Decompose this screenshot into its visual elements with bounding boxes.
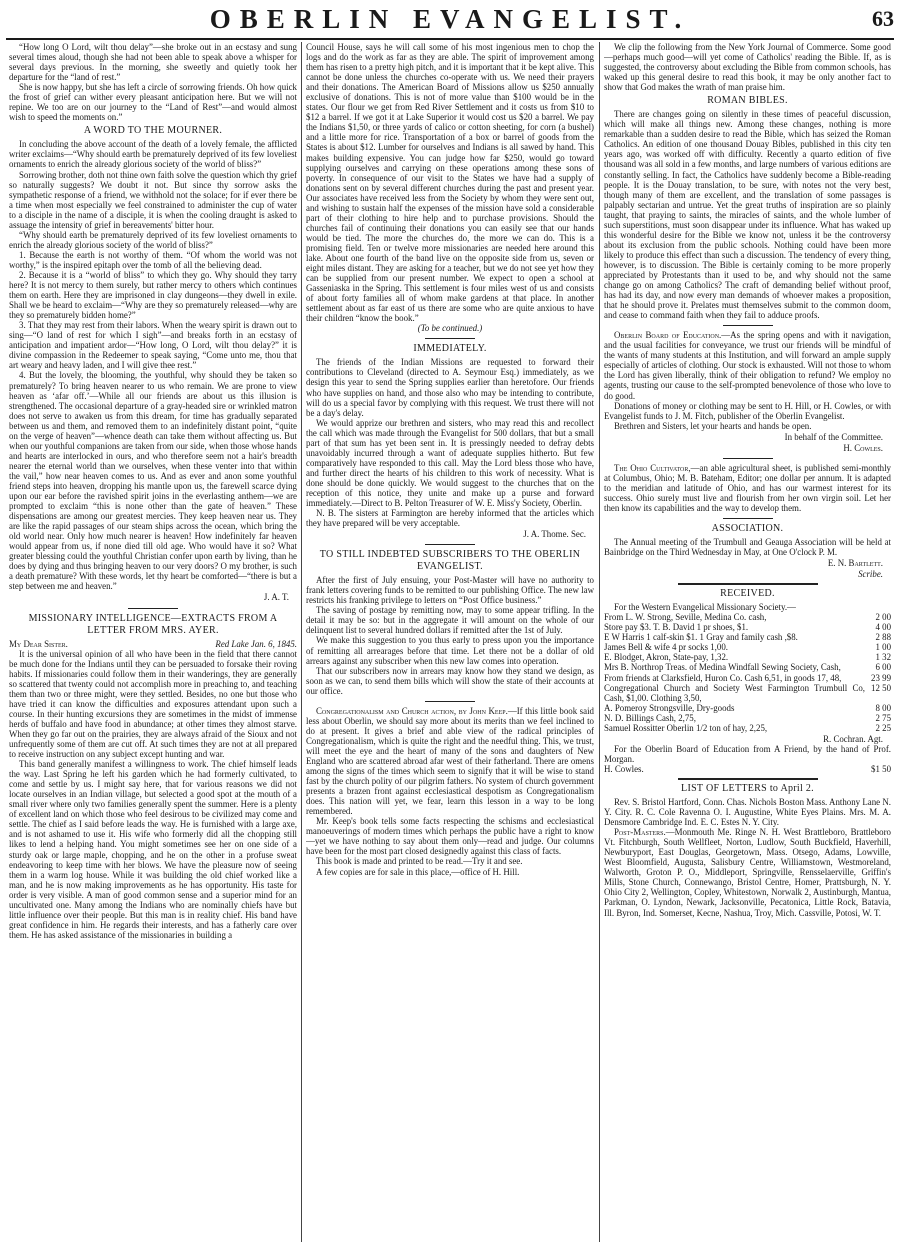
paragraph-lead: Post-Masters. <box>614 827 666 838</box>
paragraph <box>604 827 891 917</box>
separator <box>425 338 475 339</box>
paragraph: For the Oberlin Board of Education from A Friend, by the hand of Prof. Morgan. <box>604 743 891 764</box>
paragraph: In concluding the above account of the death of a lovely female, the afflicted writer exclaims—“Why should earth be prematurely deprived of its few loveliest ornaments to enrich the already glorious society of the world of bliss?” <box>9 139 297 170</box>
signature: In behalf of the Committee. <box>784 431 883 442</box>
receipt-label: N. D. Billings Cash, 2,75, <box>604 712 696 723</box>
paragraph: We make this suggestion to you thus early to press upon you the importance of remitting all arrearages before that time. Let there not be a dollar of old arrears against any subscriber when this new law comes into operation. <box>306 635 594 666</box>
receipt-amount: 1 00 <box>875 642 891 653</box>
column-2 <box>306 42 594 1242</box>
receipt-label: H. Cowles. <box>604 763 644 774</box>
receipt-amount: 2 00 <box>875 612 891 623</box>
receipt-line <box>604 662 891 672</box>
receipt-amount: 2 88 <box>875 632 891 643</box>
receipt-amount: 2 75 <box>875 712 891 723</box>
receipt-line <box>604 612 891 622</box>
separator <box>678 778 818 780</box>
paragraph <box>604 463 891 513</box>
receipt-label: E W Harris 1 calf-skin $1. 1 Gray and family cash ,$8. <box>604 632 798 643</box>
page-number: 63 <box>872 6 894 31</box>
continuation-note: (To be continued.) <box>417 323 483 334</box>
paragraph: We would apprize our brethren and sisters, who may read this and recollect the call which was made through the Evangelist for 500 dollars, that but a small part of that sum has yet been sent in. It is pressingly needed to defray debts unavoidably incurred through a want of adequate supplies hitherto. But few comparatively have responded to this call. May the Lord bless those who have, and further direct the hearts of his children to this work of necessity. What is done should be done quickly. We would suggest to the churches that on the reception of this notice, they unite and make up a purse and forward immediately.—Direct to B. Pelton Treasurer of W. E. Miss'y Society, Oberlin. <box>306 417 594 509</box>
paragraph: 3. That they may rest from their labors. When the weary spirit is drawn out to sing—“O land of rest for which I sigh”—and breaks forth in an ecstasy of anticipation and impatient ardor—“How long, O Lord, wilt thou delay?” it is divine compassion in the Redeemer to speak saying, “Come unto me, thou that art weary and heavy laden, and I will give thee rest.” <box>9 320 297 371</box>
paragraph-lead: Congregationalism and Church action, by John Keep. <box>316 705 508 716</box>
paragraph-body: —Monmouth Me. Ringe N. H. West Brattleboro, Brattleboro Vt. Fitchburgh, South Wellfleet, Norton, Ludlow, South Buckfield, Haverhill, Newburyport, East Douglas, Georgetown, Mass. Otsego, Adams, Lowville, West Bloomfield, Augusta, Salisbury Centre, Williamstown, Westmoreland, Walworth, Groton P. O., Middleport, Springville, Rensselaerville, Griffin's Mills, Stone Church, Connewango, Bristol Centre, Homer, Prattsburgh, N. Y. Ohio City 2, Wellington, Copley, Whitestown, Norwalk 2, Austinburgh, Mantua, Parkman, O. Lyndon, Newark, Jacksonville, Pecatonica, Little Rock, Batavia, Ill. Byron, Ind. Somerset, Kecne, Nashua, Troy, Mich. Cassville, Potosi, W. T. <box>604 827 891 918</box>
column-3 <box>604 42 891 1242</box>
receipt-label: From friends at Clarksfield, Huron Co. Cash 6,51, in goods 17, 48, <box>604 672 842 683</box>
separator <box>425 544 475 545</box>
paragraph-body: —As the spring opens and with it navigation, and the usual facilities for conveyance, we trust our friends will be mindful of the wants of many students at this Institution, and will forward an ample supply especially of articles of clothing. Our stock is exhausted. Will not those to whom the Lord has given liberally, think of their obligation to refund? We employ no agents, trusting our cause to the self-prompted benevolence of those who love to do good. <box>604 330 891 401</box>
section-heading: ROMAN BIBLES. <box>707 95 788 107</box>
paragraph: 1. Because the earth is not worthy of them. “Of whom the world was not worthy,” is the inspired epitaph over the tomb of all the believing dead. <box>9 249 297 270</box>
receipt-line <box>604 723 891 733</box>
separator <box>678 583 818 585</box>
paragraph: After the first of July ensuing, your Post-Master will have no authority to frank letters covering funds to be remitted to our publishing Office. The new law restricts his franking privilege to letters on “Post Office business.” <box>306 575 594 606</box>
separator <box>723 458 773 459</box>
paragraph: The friends of the Indian Missions are requested to forward their contributions to Cleveland (directed to A. Seymour Esq.) immediately, as we design this year to send the Spring supplies earlier than heretofore. Our friends who have supplies on hand, and those also who may be intending to contribute, will do us a special favor by complying with this request. We trust there will not be a day's delay. <box>306 357 594 418</box>
receipt-line <box>604 622 891 632</box>
section-heading: RECEIVED. <box>720 588 775 600</box>
receipt-label: James Bell & wife 4 pr socks 1,00. <box>604 642 728 653</box>
paragraph: Sorrowing brother, doth not thine own faith solve the question which thy grief so naturally suggests? We doubt it not. But since thy sorrow asks the sympathetic response of a friend, we withhold not the solace; for if ever there be a time when most especially we feel constrained to administer the cup of water to a disciple in the name of a disciple, it is when the cooling draught is asked to assuage the intensity of grief in bereavements' bitter hour. <box>9 169 297 230</box>
paragraph: For the Western Evangelical Missionary Society.— <box>614 602 796 613</box>
receipt-label: Samuel Rossitter Oberlin 1/2 ton of hay, 2,25, <box>604 722 768 733</box>
paragraph: Council House, says he will call some of his most ingenious men to chop the logs and do the work as far as they are able. The spirit of improvement among them has risen to a pretty high pitch, and it is important that it be kept alive. This cannot be done unless the churches co-operate with us. We need their prayers and their donations. The American Board of Missions allow us $250 annually exclusive of donations. This is not of more value than $100 would be in the states. Our flour we get from Red River Settlement and it costs us from $10 to $12 a barrel. If we got it at Lake Superior it would cost us $20 a barrel. We pay the Indians $1,50, or three yards of calico or cotton sheeting, for corn (a bushel) and a little more for rice. Transportation of a box or barrel of goods from the States is about $12. Lumber for ourselves and Indians is all sawed by hand. This makes building expensive. You can judge how far $250, would go toward supplying ourselves and carrying on these operations among these sons of poverty. In consequence of our visit to the States we have had a supply of donations sent on by several different churches during the past and present year. Our associates have received less from the Society by whom they were sent out, and wishing to sustain half the expenses of the mission have sold a considerable part of their clothing to hire help and to purchase provisions. Should the churches fail of continuing their donations you can easily see that our hands would be tied. The more the churches do, the more we can do. This is a promising field. Ten or twelve more missionaries are needed here around this lake. About one fourth of the band live on the opposite side from us, seven or eight miles distant. They are asking for a teacher, but we do not see yet how they can be supplied from our present number. We expect to open a school at Gasseniaska in the Spring. This settlement is four miles west of us and consists of about forty families all of whom make gardens at that place. In another settlement about as far east of us there are some who are quite anxious to have their children “know the book.” <box>306 42 594 324</box>
receipt-label: Congregational Church and Society West Farmington Trumbull Co, Cash, $1,00. Clothing 3,50, <box>604 682 866 703</box>
paragraph-lead: Oberlin Board of Education. <box>614 330 722 341</box>
paragraph: There are changes going on silently in these times of peaceful discussion, which will make all things new. Among these changes, nothing is more remarkable than a sudden desire to read the Bible, which has seized the Roman Catholics. An edition of one thousand Douay Bibles, published in this city ten years ago, was worked off with difficulty. Recently a quarto edition of five thousand was all sold in a few months, and large numbers of various editions are constantly selling. In fact, the Catholics have suddenly become a Bible-reading people. It is the Douay translation, to be sure, with notes not the very best, though many of them are excellent, and the translation of some passages is palpably sectarian and untrue. Yet the great truths of inspiration are so plainly taught, that praying to saints, the miracles of saints, and the whole lumber of such superstitions, must soon disappear under its influence. What has waked up this wonderful desire for the Bible we know not, unless it be the controversy about its exclusion from the public schools. Nothing could have been more likely to produce this effect than such a discussion. The tendency of every thing, however, is to discussion. The Bible is certainly coming to be more properly appreciated by Protestants than it used to be, and why should not the same change go on among Catholics? The craft of demanding belief without proof, has had its day, and now every man demands of whoever makes a proposition, that he should prove it. Prelates must themselves submit to the common doom, and cease to command faith when they fail to adduce proofs. <box>604 109 891 321</box>
paragraph: A few copies are for sale in this place,—office of H. Hill. <box>316 866 520 877</box>
paragraph <box>306 706 594 817</box>
receipt-line <box>604 683 891 703</box>
paragraph: “Why should earth be prematurely deprived of its few loveliest ornaments to enrich the already glorious society of the world of bliss?” <box>9 229 297 250</box>
separator <box>723 325 773 326</box>
receipt-line <box>604 713 891 723</box>
paragraph-lead: The Ohio Cultivator, <box>614 462 691 473</box>
paragraph: The saving of postage by remitting now, may to some appear trifling. In the detail it may be so: but in the aggregate it will amount on the whole of our delinquent list to several hundred dollars if remitted after the 1st of July. <box>306 605 594 636</box>
paragraph: N. B. The sisters at Farmington are hereby informed that the articles which they have prepared will be very acceptable. <box>306 508 594 529</box>
paragraph: Mr. Keep's book tells some facts respecting the schisms and ecclesiastical manoeuverings of modern times which perhaps the public have a right to know—yet we have nothing to say about them only—read and judge. Our columns have been for the most part closed designedly against this class of facts. <box>306 816 594 857</box>
section-heading: LIST OF LETTERS to April 2. <box>681 783 814 794</box>
receipt-amount: 23 99 <box>871 672 891 683</box>
separator <box>425 701 475 702</box>
signature: J. A. Thome. Sec. <box>523 529 586 540</box>
separator <box>128 608 178 609</box>
paragraph: It is the universal opinion of all who have been in the field that there cannot be much done for the Indians until they can be persuaded to forsake their roving habits. If missionaries could follow them in their wanderings, they are generally so scattered that twenty could not accomplish more in preaching to, and teaching them than two or three might, were they settled. Besides, no one but those who have tried it can know the difficulties and exposures attendant upon such a course. In their hunting excursions they are sometimes in the midst of immense herds of buffalo and have food in abundance; at other times they almost starve. When they go far out on the prairies, they are always afraid of the Sioux and not unfrequently some of them are cut off. At such times they are not at all prepared to receive instruction on any subject except hunting and war. <box>9 648 297 760</box>
paragraph: She is now happy, but she has left a circle of sorrowing friends. Oh how quick the frost of grief can wither every pleasant anticipation here. But we will not repine. We too are on our journey to the “Land of Rest”—and would almost wish to speed the moments on.” <box>9 82 297 123</box>
receipt-label: Store pay $3. T. B. David 1 pr shoes, $1. <box>604 622 749 633</box>
section-heading: TO STILL INDEBTED SUBSCRIBERS TO THE OBERLIN EVANGELIST. <box>319 549 581 573</box>
section-heading: ASSOCIATION. <box>711 523 784 535</box>
column-divider <box>599 42 600 1242</box>
salutation: My Dear Sister. <box>9 638 68 649</box>
separator <box>723 518 773 519</box>
paragraph: The Annual meeting of the Trumbull and Geauga Association will be held at Bainbridge on the Third Wednesday in May, at One O'clock P. M. <box>604 537 891 558</box>
paragraph: Rev. S. Bristol Hartford, Conn. Chas. Nichols Boston Mass. Anthony Lane N. Y. City. R. C. Cole Ravenna O. I. Augustine, White Eyes Plains. Mrs. M. A. Densmore Cambridge Ind. E. C. Estes N. Y. City. <box>604 797 891 828</box>
receipt-amount: 6 00 <box>875 662 891 673</box>
receipt-line <box>604 632 891 642</box>
receipt-label: E. Blodget, Akron, State-pay, 1,32. <box>604 652 729 663</box>
receipt-line <box>604 673 891 683</box>
section-heading: IMMEDIATELY. <box>413 343 487 355</box>
receipt-label: From L. W. Strong, Seville, Medina Co. cash, <box>604 612 767 623</box>
receipt-amount: 1 32 <box>875 652 891 663</box>
receipt-label: Mrs B. Northrop Treas. of Medina Windfall Sewing Society, Cash, <box>604 662 841 673</box>
paragraph: We clip the following from the New York Journal of Commerce. Some good—perhaps much good—will yet come of Catholics' reading the Bible. If, as is suggested, the controversy about excluding the Bible from common schools, has waked up this general desire to read this book, it may be only another fact to show that God makes the wrath of man praise him. <box>604 42 891 93</box>
paragraph: 4. But the lovely, the blooming, the youthful, why should they be taken so prematurely? To bring heaven nearer to us who remain. We are prone to view heaven as ‘afar off.’—While all our friends are about us this illusion is strengthened. The occasional departure of a gray-headed sire or wrinkled matron does not serve to awaken us from this dream, for time has gradually separated between us and them, and removed them to an indefinitely distant point, “quite on the verge of heaven”—whence death can take them without affecting us. But when our youthful companions are taken from our side, when those whose hands and hearts are interlocked in ours, and who therefore seem not a hair's breadth nearer the eternal world than we ourselves, when these venter into that within the vail,” how near heaven comes to us. And as ever and anon some youthful friend steps into heaven, dropping his mantle upon us, the farewell scarce dying upon our ear before the ravished spirit joins in the everlasting anthem—we are prompted to exclaim “this is none other than the gate of heaven.” These dispensations are among our greatest mercies. They keep heaven near us. They are like the rapid passages of our steam ships across the ocean, which bring the old world near. Only how much nearer is heaven! How indefinitely far heaven would appear from us, if none died till old age. Who would have it so? What greater blessing could the youthful Christian confer upon earth by living, than he does by dying and thus bringing heaven to our very doors? O my brother, is such a death premature? With these words, let thy heart be comforted—“there is but a step between me and heaven.” <box>9 370 297 592</box>
receipt-line <box>604 703 891 713</box>
paragraph: “How long O Lord, wilt thou delay”—she broke out in an ecstasy and sung several times aloud, though she had not been able to speak above a whisper for several days previous. In the morning, she sweetly and quietly took her departure for the “land of rest.” <box>9 42 297 83</box>
column-divider <box>301 42 302 1242</box>
paragraph <box>604 330 891 400</box>
letter-header <box>9 639 297 649</box>
paragraph-body: —an able agricultural sheet, is published semi-monthly at Columbus, Ohio; M. B. Bateham, Editor; one dollar per annum. It is adapted to the meridian and latitude of Ohio, and has our warmest interest for its success. Ohio surely must live and flourish from her own virgin soil. Let her then know its capabilities and the way to develop them. <box>604 462 891 513</box>
signature: R. Cochran. Agt. <box>823 733 883 744</box>
section-heading: A WORD TO THE MOURNER. <box>83 125 223 137</box>
paragraph: 2. Because it is a “world of bliss” to which they go. Why should they tarry here? It is not mercy to them surely, but rather mercy to others which continues them on earth. Here they are imprisoned in clay dungeons—they dwell in exile. Shall we be heard to exclaim—“Why are they so prematurely released—why are they so prematurely bidden home?” <box>9 269 297 321</box>
signature: H. Cowles. <box>843 442 883 453</box>
section-heading: MISSIONARY INTELLIGENCE—EXTRACTS FROM A LETTER FROM MRS. AYER. <box>28 612 278 636</box>
paragraph: This book is made and printed to be read.—Try it and see. <box>316 856 523 867</box>
column-1 <box>9 42 297 1242</box>
paragraph: This band generally manifest a willingness to work. The chief himself leads the way. Last Spring he left his garden which he had formerly cultivated, to come and settle by us. I might say here, that for various reasons we did not locate ourselves in an Indian village, but selected a good spot at the mouth of a small river where only two families generally spent the summer. Here is a plenty of excellent land on which those who feel desirous to be civilized may come and settle. The chief as I said before leads the way. He is furnished with a large axe, and is not ashamed to use it. His wife who formerly did all the chopping still likes to lend a helping hand. You might sometimes see her on one side of a sturdy oak or large maple, chopping, and he on the other in a profuse sweat endeavoring to keep time with her blows. We have the pleasure now of seeing them in a warm log house. While it was building the old chief worked like a man, and he is now making improvements as he has opportunity. His taste for order is very visible. A man of good common sense and a superior mind for an uncultivated one. Many among the Indians who are nominally chiefs have but little influence over their people. But this man is in reality chief. His band have great confidence in him. He regards their interests, and has a fatherly care over them. He has asked assistance of the missionaries in building a <box>9 759 297 940</box>
dateline: Red Lake Jan. 6, 1845. <box>215 638 297 649</box>
receipt-amount: 2 25 <box>875 722 891 733</box>
masthead <box>6 4 894 38</box>
receipt-line <box>604 764 891 774</box>
receipt-line <box>604 652 891 662</box>
paragraph-body: —If this little book said less about Oberlin, we should say more about its merits than we feel inclined to do at present. It gives a brief and able view of the radical principles of Congregationalism, which is quite the right and the needful thing. This, we trust, will meet the eye and the heart of many of the sons and daughters of New England who are scattered abroad afar west of their fatherland. There are omens among the signs of the times which seem to signify that it will be wise to stand fast by the church polity of our pilgrim fathers. No system of church government presents a brazen front against ecclesiastical despotism as Congregationalism does. This nation will yet, we fear, learn this lesson in a way to be long remembered. <box>306 705 594 817</box>
newspaper-title: OBERLIN EVANGELIST. <box>209 4 691 34</box>
header-rule <box>6 38 894 40</box>
signature: E. N. Bartlett. <box>827 558 883 569</box>
receipt-label: A. Pomeroy Strongsville, Dry-goods <box>604 702 735 713</box>
receipt-amount: 12 50 <box>871 682 891 693</box>
signature: Scribe. <box>858 569 883 580</box>
signature: J. A. T. <box>263 592 289 603</box>
paragraph: Donations of money or clothing may be sent to H. Hill, or H. Cowles, or with Evangelist funds to J. M. Fitch, publisher of the Oberlin Evangelist. <box>604 400 891 421</box>
receipt-line <box>604 642 891 652</box>
receipt-amount: $1 50 <box>871 763 891 774</box>
receipt-amount: 4 00 <box>875 622 891 633</box>
paragraph: That our subscribers now in arrears may know how they stand we design, as soon as we can, to send them bills which will show the state of their accounts at our office. <box>306 665 594 696</box>
receipt-amount: 8 00 <box>875 702 891 713</box>
paragraph: Brethren and Sisters, let your hearts and hands be open. <box>614 420 812 431</box>
